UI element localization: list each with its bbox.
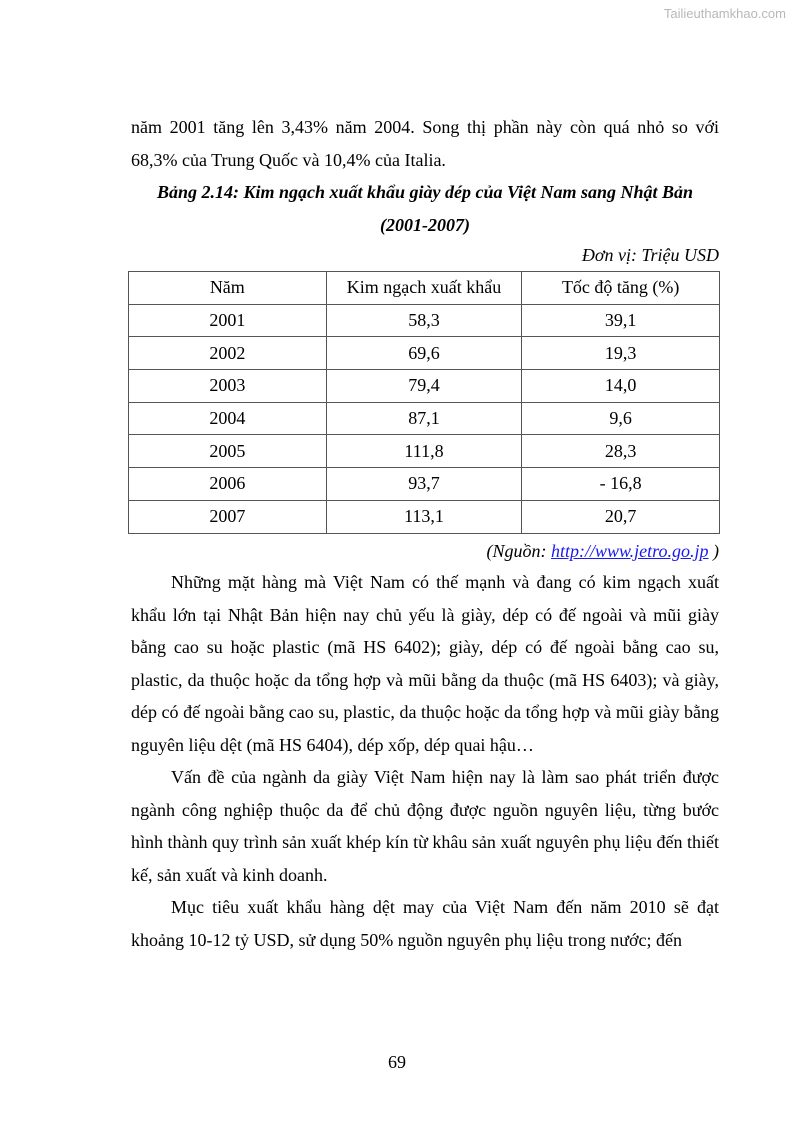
cell-year: 2007 xyxy=(129,500,327,533)
cell-export-value: 111,8 xyxy=(326,435,522,468)
cell-export-value: 113,1 xyxy=(326,500,522,533)
cell-export-value: 87,1 xyxy=(326,402,522,435)
table-row xyxy=(129,304,720,337)
cell-year: 2003 xyxy=(129,370,327,403)
page-number: 69 xyxy=(388,1052,406,1072)
table-row xyxy=(129,337,720,370)
table-caption-line1: Bảng 2.14: Kim ngạch xuất khẩu giày dép của Việt Nam sang Nhật Bản xyxy=(156,182,694,202)
cell-export-value: 58,3 xyxy=(326,304,522,337)
cell-export-value: 69,6 xyxy=(326,337,522,370)
source-prefix: (Nguồn: xyxy=(486,541,551,561)
cell-export-value: 93,7 xyxy=(326,468,522,501)
table-header-row xyxy=(129,272,720,305)
cell-growth-rate: 14,0 xyxy=(522,370,720,403)
cell-growth-rate: 9,6 xyxy=(522,402,720,435)
table-caption-line2: (2001-2007) xyxy=(380,214,470,235)
watermark-text: Tailieuthamkhao.com xyxy=(663,6,786,21)
body-paragraph: Mục tiêu xuất khẩu hàng dệt may của Việt Nam đến năm 2010 sẽ đạt khoảng 10-12 tỷ USD, sử dụng 50% nguồn nguyên phụ liệu trong nước; đến xyxy=(131,897,719,950)
body-paragraph: Những mặt hàng mà Việt Nam có thế mạnh và đang có kim ngạch xuất khẩu lớn tại Nhật Bản hiện nay chủ yếu là giày, dép có đế ngoài và mũi giày bằng cao su hoặc plastic (mã HS 6402); giày, dép có đế ngoài bằng cao su, plastic, da thuộc hoặc da tổng hợp và mũi bằng da thuộc (mã HS 6403); và giày, dép có đế ngoài bằng cao su, plastic, da thuộc hoặc da tổng hợp và mũi giày bằng nguyên liệu dệt (mã HS 6404), dép xốp, dép quai hậu… xyxy=(131,572,719,755)
cell-export-value: 79,4 xyxy=(326,370,522,403)
table-row xyxy=(129,435,720,468)
body-paragraph: Vấn đề của ngành da giày Việt Nam hiện nay là làm sao phát triển được ngành công nghiệp thuộc da để chủ động được nguồn nguyên liệu, từng bước hình thành quy trình sản xuất khép kín từ khâu sản xuất nguyên phụ liệu đến thiết kế, sản xuất và kinh doanh. xyxy=(131,767,719,885)
table-row xyxy=(129,370,720,403)
source-note xyxy=(131,538,719,564)
cell-year: 2006 xyxy=(129,468,327,501)
cell-growth-rate: 20,7 xyxy=(522,500,720,533)
intro-paragraph: năm 2001 tăng lên 3,43% năm 2004. Song thị phần này còn quá nhỏ so với 68,3% của Trung Quốc và 10,4% của Italia. xyxy=(131,117,719,170)
header-year: Năm xyxy=(129,272,327,305)
table-row xyxy=(129,468,720,501)
table-row xyxy=(129,402,720,435)
cell-growth-rate: 39,1 xyxy=(522,304,720,337)
cell-year: 2004 xyxy=(129,402,327,435)
cell-growth-rate: - 16,8 xyxy=(522,468,720,501)
header-export-value: Kim ngạch xuất khẩu xyxy=(326,272,522,305)
source-suffix: ) xyxy=(708,541,719,561)
cell-year: 2002 xyxy=(129,337,327,370)
cell-growth-rate: 19,3 xyxy=(522,337,720,370)
table-caption xyxy=(131,176,719,241)
export-table xyxy=(128,271,720,534)
cell-growth-rate: 28,3 xyxy=(522,435,720,468)
body-text xyxy=(131,566,719,956)
source-link[interactable]: http://www.jetro.go.jp xyxy=(550,541,709,561)
table-row xyxy=(129,500,720,533)
cell-year: 2005 xyxy=(129,435,327,468)
cell-year: 2001 xyxy=(129,304,327,337)
header-growth-rate: Tốc độ tăng (%) xyxy=(522,272,720,305)
unit-label: Đơn vị: Triệu USD xyxy=(581,245,719,265)
